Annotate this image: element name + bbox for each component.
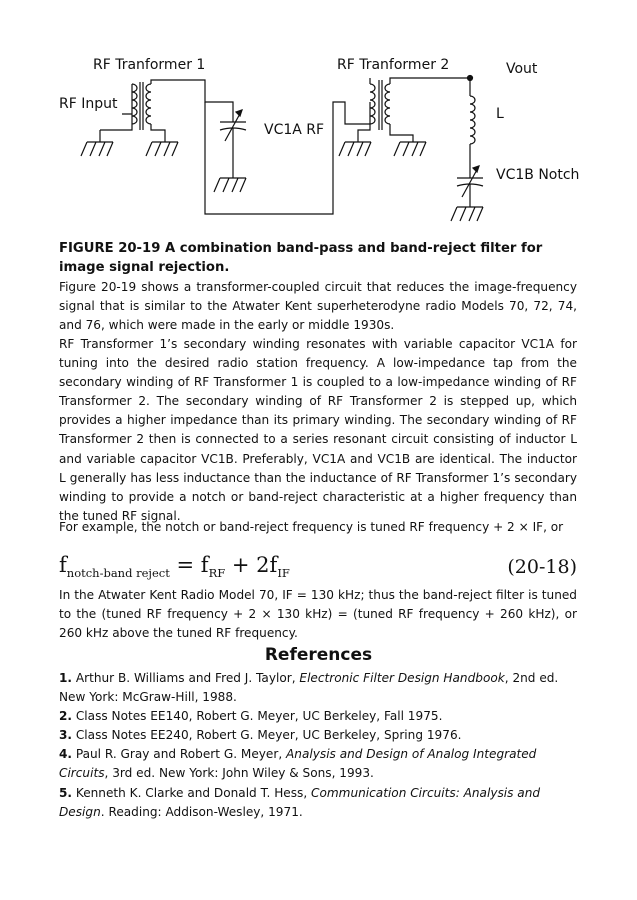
label-rf-input: RF Input: [59, 96, 118, 112]
ground-symbols-left: [81, 130, 178, 156]
figure-caption: FIGURE 20-19 A combination band-pass and band-reject filter for image signal rejection.: [59, 241, 543, 275]
inductor-l-symbol: [470, 78, 475, 172]
label-rf-transformer-2: RF Tranformer 2: [337, 57, 450, 73]
paragraph-4: In the Atwater Kent Radio Model 70, IF = 130 kHz; thus the band-reject filter is tuned to the (tuned RF frequency + 2 × 130 kHz) = (tuned RF frequency + 260 kHz), or 260 kHz above the tuned RF frequency.: [59, 588, 577, 641]
references-list: [59, 669, 577, 822]
paragraph-3: For example, the notch or band-reject frequency is tuned RF frequency + 2 × IF, or: [59, 520, 564, 534]
equation-20-18: [59, 553, 577, 585]
reference-item: 4. Paul R. Gray and Robert G. Meyer, Analysis and Design of Analog Integrated Circuits, 3rd ed. New York: John Wiley & Sons, 1993.: [59, 747, 537, 781]
reference-item: 3. Class Notes EE240, Robert G. Meyer, UC Berkeley, Spring 1976.: [59, 728, 462, 743]
references-heading: References: [264, 645, 373, 665]
capacitor-vc1b-symbol: [451, 166, 483, 221]
circuit-diagram: [0, 0, 637, 240]
label-vc1a: VC1A RF: [264, 122, 325, 138]
ground-symbols-right: [339, 142, 426, 156]
label-inductor-l: L: [496, 106, 504, 122]
equation-expression: $f_{notch-band reject} = f_{RF} + 2f_{IF}$: [59, 553, 290, 581]
label-vout: Vout: [506, 61, 538, 77]
paragraph-1: Figure 20-19 shows a transformer-coupled circuit that reduces the image-frequency signal that is similar to the Atwater Kent superheterodyne radio Models 70, 72, 74, and 76, which were made in the early or middle 1930s.: [59, 280, 577, 333]
reference-item: 5. Kenneth K. Clarke and Donald T. Hess, Communication Circuits: Analysis and Design. Reading: Addison-Wesley, 1971.: [59, 785, 541, 819]
reference-item: 2. Class Notes EE140, Robert G. Meyer, UC Berkeley, Fall 1975.: [59, 709, 443, 724]
label-vc1b: VC1B Notch: [496, 167, 580, 183]
label-rf-transformer-1: RF Tranformer 1: [93, 57, 206, 73]
paragraph-2: RF Transformer 1’s secondary winding resonates with variable capacitor VC1A for tuning into the desired radio station frequency. A low-impedance tap from the secondary winding of RF Transformer 1 is coupled to a low-impedance winding of RF Transformer 2. The secondary winding of RF Transformer 2 is stepped up, which provides a higher impedance than its primary winding. The secondary winding of RF Transformer 2 then is connected to a series resonant circuit consisting of inductor L and variable capacitor VC1B. Preferably, VC1A and VC1B are identical. The inductor L generally has less inductance than the inductance of RF Transformer 1’s secondary winding to provide a notch or band-reject characteristic at a higher frequency than the tuned RF signal.: [59, 337, 577, 523]
capacitor-vc1a-symbol: [214, 110, 246, 192]
reference-item: 1. Arthur B. Williams and Fred J. Taylor, Electronic Filter Design Handbook, 2nd ed. New York: McGraw-Hill, 1988.: [59, 671, 559, 705]
equation-number: (20-18): [507, 556, 577, 578]
rf-transformer-2-symbol: [345, 76, 473, 143]
